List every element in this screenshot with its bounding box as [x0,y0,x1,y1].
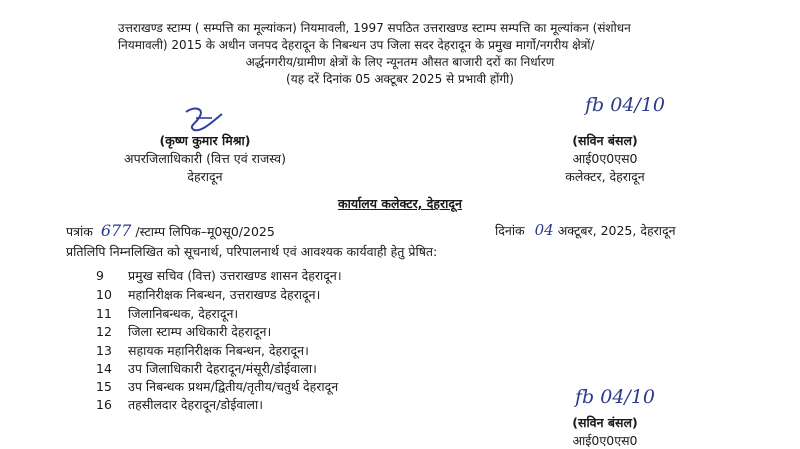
date-day: 04 [534,221,554,239]
date-label: दिनांक [495,223,525,238]
left-signatory-designation: अपरजिलाधिकारी (वित्त एवं राजस्व) [124,151,286,166]
letter-number: 677 [100,221,132,240]
right-signatory-name: (सविन बंसल) [572,133,638,148]
signature-bottom-initials: fb 04/10 [575,386,655,408]
left-signatory-place: देहरादून [187,169,223,184]
signature-left [182,104,228,134]
letter-ref: /स्टाम्प लिपिक–मू0सू0/2025 [135,224,275,239]
list-item: 16 तहसीलदार देहरादून/डोईवाला। [96,397,263,412]
copy-to-line: प्रतिलिपि निम्नलिखित को सूचनार्थ, परिपालनार्थ एवं आवश्यक कार्यवाही हेतु प्रेषित: [66,244,438,259]
bottom-signatory-name: (सविन बंसल) [572,415,638,430]
date-rest: अक्टूबर, 2025, देहरादून [557,223,676,238]
list-item: 14 उप जिलाधिकारी देहरादून/मंसूरी/डोईवाला। [96,361,317,376]
list-item: 11 जिलानिबन्धक, देहरादून। [96,306,239,321]
left-signatory-name: (कृष्ण कुमार मिश्रा) [159,133,251,148]
header-line-1: उत्तराखण्ड स्टाम्प ( सम्पत्ति का मूल्यांकन) नियमावली, 1997 सपठित उत्तराखण्ड स्टाम्प सम्पत्ति का मूल्यांकन (संशोधन [118,21,631,35]
header-line-2: नियमावली) 2015 के अधीन जनपद देहरादून के निबन्धन उप जिला सदर देहरादून के प्रमुख मार्गो/नगरीय क्षेत्रों/ [118,38,595,52]
list-item: 10 महानिरीक्षक निबन्धन, उत्तराखण्ड देहरादून। [96,287,321,302]
list-item: 12 जिला स्टाम्प अधिकारी देहरादून। [96,324,272,339]
right-signatory-designation: आई0ए0एस0 [572,151,638,166]
list-item: 15 उप निबन्धक प्रथम/द्वितीय/तृतीय/चतुर्थ देहरादून [96,379,339,394]
list-item: 13 सहायक महानिरीक्षक निबन्धन, देहरादून। [96,343,309,358]
signature-right-initials: fb 04/10 [585,94,665,116]
letter-date [495,221,676,239]
bottom-signatory-designation: आई0ए0एस0 [572,433,638,448]
header-line-4: (यह दरें दिनांक 05 अक्टूबर 2025 से प्रभावी होंगी) [286,72,514,86]
list-item: 9 प्रमुख सचिव (वित्त) उत्तराखण्ड शासन देहरादून। [96,268,342,283]
office-title: कार्यालय कलेक्टर, देहरादून [337,196,462,211]
letter-label: पत्रांक [66,224,93,239]
letter-reference-line [66,221,275,240]
right-signatory-place: कलेक्टर, देहरादून [565,169,645,184]
header-line-3: अर्द्धनगरीय/ग्रामीण क्षेत्रों के लिए न्यूनतम औसत बाजारी दरों का निर्धारण [245,55,555,69]
